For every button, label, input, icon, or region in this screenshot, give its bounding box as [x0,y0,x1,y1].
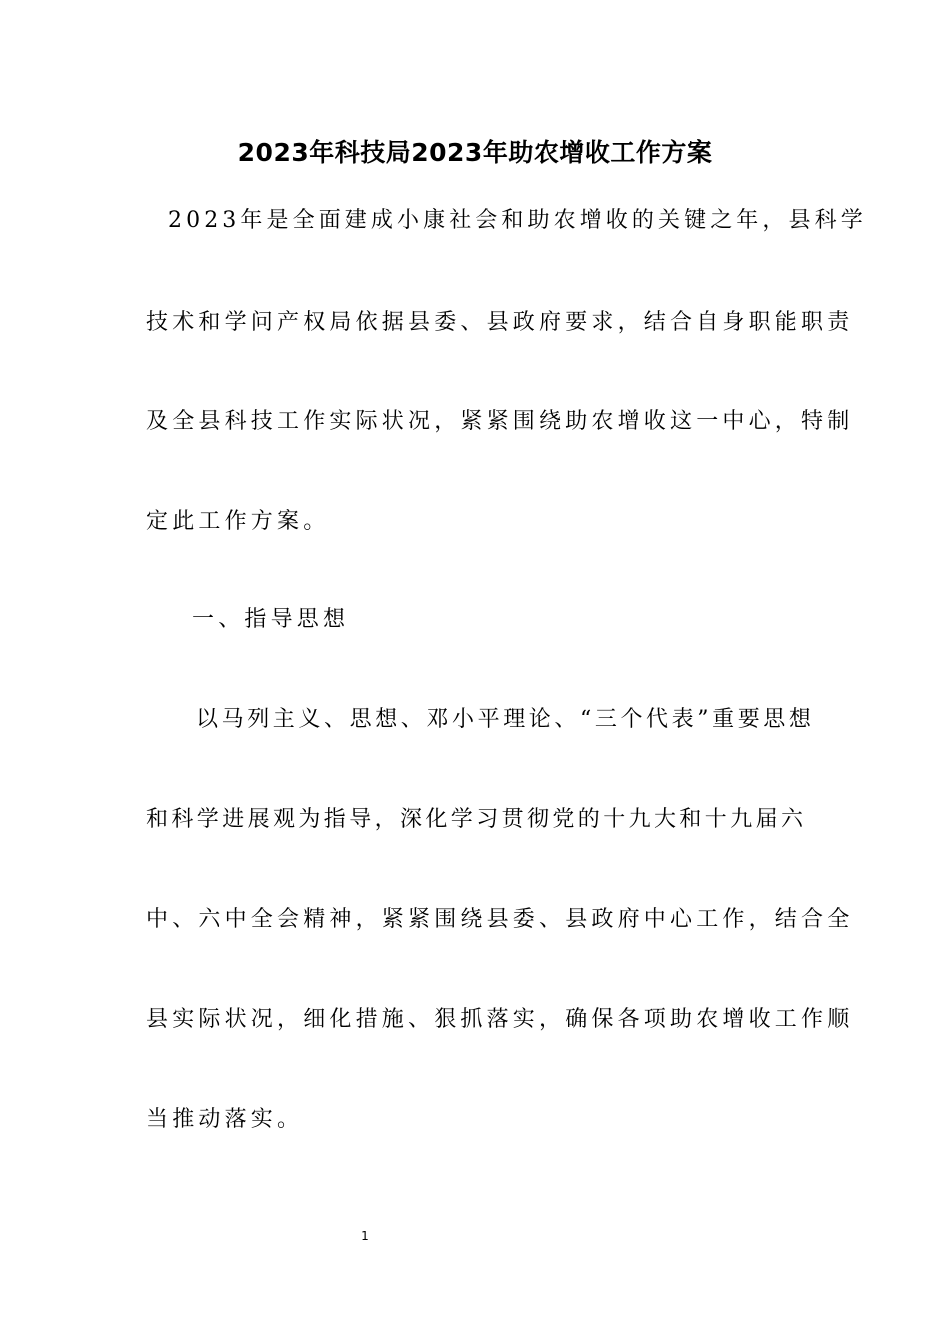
section-paragraph-line-1: 以马列主义、思想、邓小平理论、“三个代表”重要思想 [196,707,815,732]
intro-paragraph-line-2: 技术和学问产权局依据县委、县政府要求，结合自身职能职责 [146,310,854,335]
intro-paragraph-line-3: 及全县科技工作实际状况，紧紧围绕助农增收这一中心，特制 [146,409,854,434]
section-heading: 一、指导思想 [192,607,350,632]
section-paragraph-line-2: 和科学进展观为指导，深化学习贯彻党的十九大和十九届六 [146,807,807,832]
intro-paragraph-line-4: 定此工作方案。 [146,509,330,534]
document-title: 2023年科技局2023年助农增收工作方案 [237,138,713,167]
section-paragraph-line-5: 当推动落实。 [146,1107,304,1132]
section-paragraph-line-3: 中、六中全会精神，紧紧围绕县委、县政府中心工作，结合全 [146,907,854,932]
intro-paragraph-line-1: 2023年是全面建成小康社会和助农增收的关键之年，县科学 [168,208,867,233]
page-number: 1 [361,1229,369,1243]
section-paragraph-line-4: 县实际状况，细化措施、狠抓落实，确保各项助农增收工作顺 [146,1007,854,1032]
